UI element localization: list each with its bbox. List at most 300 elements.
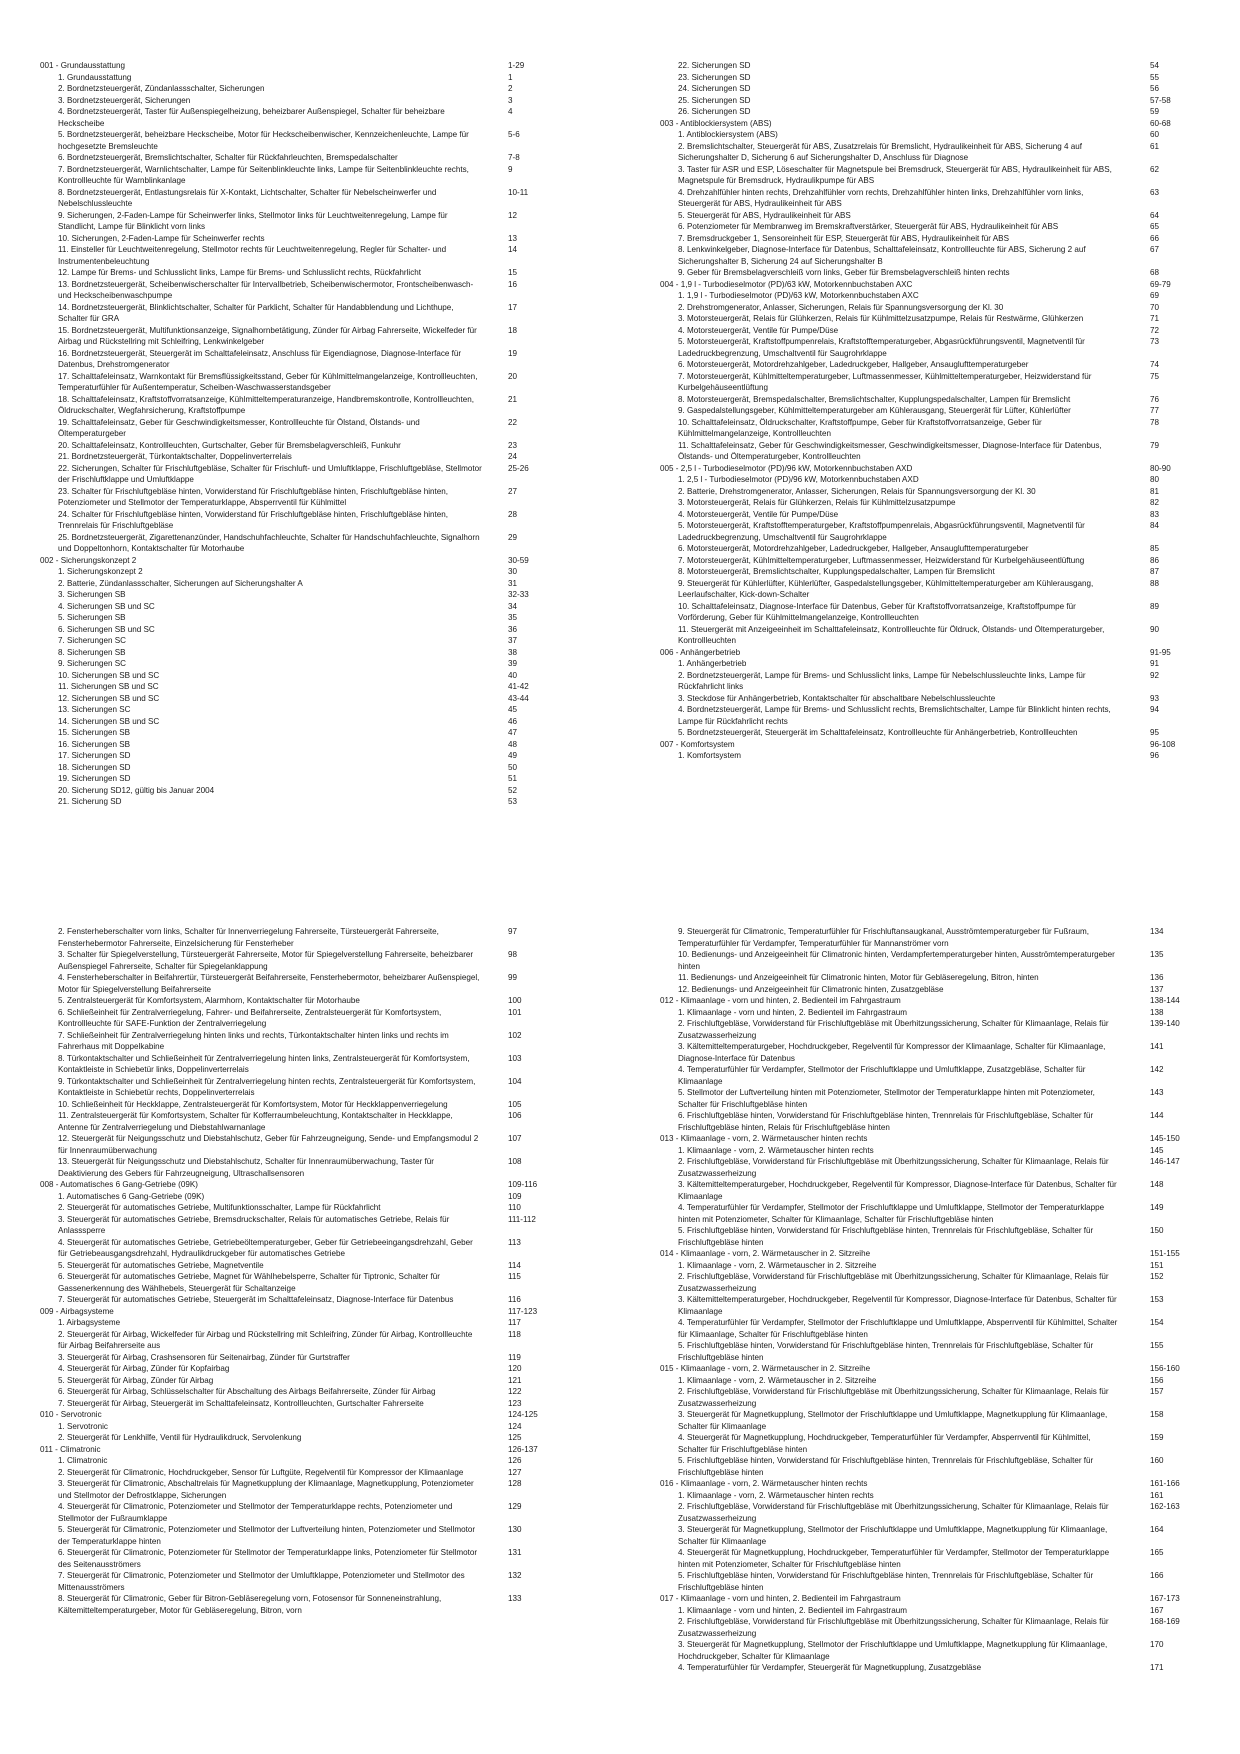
page-number: 124-125 [508, 1410, 538, 1419]
page-number: 62 [1150, 164, 1160, 174]
toc-entry [660, 1524, 1196, 1547]
page-number: 149 [1150, 1203, 1164, 1212]
entry-title: 9. Sicherungen SC [58, 659, 126, 668]
entry-title: 20. Schalttafeleinsatz, Kontrollleuchten, Gurtschalter, Geber für Bremsbelagverschleiß, Funkuhr [58, 440, 401, 450]
entry-title: 4. Steuergerät für automatisches Getriebe, Getriebeöltemperaturgeber, Geber für Getriebeeingangsdrehzahl, Geber für Getriebeausgangsdrehzahl, Hydraulikdruckgeber für automatisches Getriebe [58, 1237, 473, 1258]
page-number: 132 [508, 1571, 522, 1580]
entry-title: 5. Frischluftgebläse hinten, Vorwiderstand für Frischluftgebläse hinten, Trennrelais für Frischluftgebläse, Schalter für Frischluftgebläse hinten [678, 1341, 1094, 1362]
toc-entry [660, 972, 1196, 984]
entry-title: 3. Steuergerät für Climatronic, Abschaltrelais für Magnetkupplung der Klimaanlage, Magnetkupplung, Potenziometer und Stellmotor der Defrostklappe, Sicherungen [58, 1479, 474, 1500]
page-number: 108 [508, 1157, 522, 1166]
page-number: 82 [1150, 498, 1160, 507]
page-number: 170 [1150, 1640, 1164, 1649]
toc-entry [40, 1294, 560, 1306]
page-number: 60-68 [1150, 118, 1171, 128]
entry-title: 2. Drehstromgenerator, Anlasser, Sicherungen, Relais für Spannungsversorgung der Kl. 30 [678, 302, 1004, 312]
page-number: 94 [1150, 705, 1160, 714]
toc-entry [660, 95, 1196, 107]
entry-title: 13. Steuergerät für Neigungsschutz und Diebstahlschutz, Schalter für Innenraumüberwachung, Taster für Deaktivierung des Gebers für Fahrzeugneigung, Ultraschallsensoren [58, 1157, 434, 1178]
entry-title: 2. Steuergerät für Lenkhilfe, Ventil für Hydraulikdruck, Servolenkung [58, 1433, 302, 1442]
toc-entry [40, 106, 560, 129]
page-number: 99 [508, 973, 518, 982]
page-number: 103 [508, 1053, 522, 1063]
entry-title: 2. Fensterheberschalter vorn links, Schalter für Innenverriegelung Fahrerseite, Türsteuergerät Fahrerseite, Fensterhebermotor Fahrerseite, Einzelsicherung für Fensterheber [58, 927, 439, 948]
page-number: 109-116 [508, 1180, 538, 1189]
entry-title: 10. Bedienungs- und Anzeigeeinheit für Climatronic hinten, Verdampfertemperaturgeber hinten, Ausströmtemperaturgeber hinten [678, 950, 1115, 971]
page-number: 2 [508, 84, 513, 93]
toc-entry [660, 359, 1196, 371]
toc-entry [660, 984, 1196, 996]
page-number: 105 [508, 1099, 522, 1109]
entry-title: 10. Schließeinheit für Heckklappe, Zentralsteuergerät für Komfortsystem, Motor für Heckklappenverriegelung [58, 1099, 448, 1109]
page-number: 27 [508, 486, 518, 496]
page-number: 119 [508, 1352, 521, 1362]
entry-title: 9. Türkontaktschalter und Schließeinheit für Zentralverriegelung hinten rechts, Zentralsteuergerät für Komfortsystem, Kontaktleiste in Schiebetür rechts, Doppelinverterrelais [58, 1076, 476, 1097]
toc-entry [40, 704, 560, 716]
toc-entry [40, 486, 560, 509]
entry-title: 6. Potenziometer für Membranweg im Bremskraftverstärker, Steuergerät für ABS, Hydraulikeinheit für ABS [678, 222, 1059, 231]
toc-entry [660, 1409, 1196, 1432]
toc-entry [660, 313, 1196, 325]
page-number: 146-147 [1150, 1157, 1180, 1166]
page-number: 68 [1150, 268, 1160, 277]
toc-entry [40, 244, 560, 267]
page-number: 164 [1150, 1525, 1164, 1534]
page-number: 65 [1150, 222, 1160, 231]
page-number: 152 [1150, 1272, 1164, 1281]
toc-entry [660, 1501, 1196, 1524]
entry-title: 10. Schalttafeleinsatz, Öldruckschalter, Kraftstoffpumpe, Geber für Kraftstoffvorratsanzeige, Geber für Kühlmittelmangelanzeige, Kontrollleuchten [678, 417, 1042, 438]
toc-entry [660, 1662, 1196, 1674]
page-number: 92 [1150, 670, 1160, 680]
entry-title: 5. Steuergerät für automatisches Getriebe, Magnetventile [58, 1260, 264, 1270]
toc-column-bottom-right [660, 926, 1196, 1674]
toc-entry [660, 578, 1196, 601]
entry-title: 1. Klimaanlage - vorn und hinten, 2. Bedienteil im Fahrgastraum [678, 1007, 907, 1017]
entry-title: 1. 2,5 l - Turbodieselmotor (PD)/96 kW, Motorkennbuchstaben AXD [678, 475, 919, 484]
page-number: 85 [1150, 544, 1160, 553]
toc-entry [40, 1386, 560, 1398]
section-title: 001 - Grundausstattung [40, 61, 126, 70]
entry-title: 7. Sicherungen SC [58, 636, 126, 645]
entry-title: 11. Einsteller für Leuchtweitenregelung, Stellmotor rechts für Leuchtweitenregelung, Regler für Schalter- und Instrumentenbeleuchtung [58, 245, 447, 266]
toc-entry [40, 1524, 560, 1547]
page-number: 31 [508, 578, 518, 588]
toc-entry [40, 394, 560, 417]
toc-entry [40, 1133, 560, 1156]
toc-entry [40, 972, 560, 995]
toc-entry [660, 187, 1196, 210]
entry-title: 13. Bordnetzsteuergerät, Scheibenwischerschalter für Intervallbetrieb, Scheibenwischermotor, Frontscheibenwasch- und Heckscheibenwaschpumpe [58, 279, 474, 300]
page-number: 60 [1150, 130, 1160, 139]
page-number: 101 [508, 1007, 522, 1017]
entry-title: 10. Schalttafeleinsatz, Diagnose-Interface für Datenbus, Geber für Kraftstoffvorratsanzeige, Kraftstoffpumpe für Vorförderung, Geber für Kühlmittelmangelanzeige, Kontrollleuchten [678, 601, 1076, 622]
toc-entry [660, 244, 1196, 267]
section-title: 007 - Komfortsystem [660, 739, 735, 749]
entry-title: 5. Steuergerät für ABS, Hydraulikeinheit für ABS [678, 210, 851, 220]
entry-title: 1. Automatisches 6 Gang-Getriebe (09K) [58, 1191, 205, 1201]
page-number: 134 [1150, 927, 1164, 936]
toc-entry [660, 1041, 1196, 1064]
toc-section [660, 647, 1196, 659]
page-number: 56 [1150, 84, 1160, 93]
entry-title: 2. Bordnetzsteuergerät, Zündanlassschalter, Sicherungen [58, 84, 265, 93]
entry-title: 5. Motorsteuergerät, Kraftstoffpumpenrelais, Kraftstofftemperaturgeber, Abgasrückführungsventil, Magnetventil für Ladedruckbegrenzung, Umschaltventil für Saugrohrklappe [678, 337, 1085, 358]
entry-title: 5. Steuergerät für Climatronic, Potenziometer und Stellmotor der Luftverteilung hinten, Potenziometer und Stellmotor der Temperaturklappe hinten [58, 1525, 476, 1546]
toc-entry [660, 601, 1196, 624]
toc-entry [660, 1639, 1196, 1662]
toc-entry [660, 497, 1196, 509]
entry-title: 3. Sicherungen SB [58, 590, 126, 599]
section-title: 004 - 1,9 l - Turbodieselmotor (PD)/63 kW, Motorkennbuchstaben AXC [660, 279, 913, 289]
toc-column-top-left [40, 60, 560, 808]
toc-entry [40, 463, 560, 486]
toc-entry [660, 141, 1196, 164]
toc-entry [40, 72, 560, 84]
entry-title: 26. Sicherungen SD [678, 107, 751, 116]
entry-title: 2. Steuergerät für Climatronic, Hochdruckgeber, Sensor für Luftgüte, Regelventil für Kompressor der Klimaanlage [58, 1467, 464, 1477]
entry-title: 5. Motorsteuergerät, Kraftstofftemperaturgeber, Kraftstoffpumpenrelais, Abgasrückführungsventil, Magnetventil für Ladedruckbegrenzung, Umschaltventil für Saugrohrklappe [678, 521, 1085, 542]
toc-entry [40, 949, 560, 972]
entry-title: 24. Schalter für Frischluftgebläse hinten, Vorwiderstand für Frischluftgebläse hinten, Frischluftgebläse hinten, Trennrelais für Frischluftgebläse [58, 509, 449, 530]
entry-title: 15. Sicherungen SB [58, 728, 130, 737]
page-number: 70 [1150, 302, 1160, 312]
toc-entry [660, 394, 1196, 406]
entry-title: 11. Steuergerät mit Anzeigeeinheit im Schalttafeleinsatz, Kontrollleuchte für Öldruck, Ölstands- und Öltemperaturgeber, Kontrollleuchten [678, 624, 1105, 645]
page-number: 121 [508, 1375, 522, 1385]
toc-section [660, 1133, 1196, 1145]
toc-entry [40, 658, 560, 670]
entry-title: 12. Steuergerät für Neigungsschutz und Diebstahlschutz, Geber für Fahrzeugneigung, Sende- und Empfangsmodul 2 für Innenraumüberwachung [58, 1134, 479, 1155]
toc-entry [660, 233, 1196, 245]
page-number: 9 [508, 164, 513, 174]
toc-entry [40, 1501, 560, 1524]
page-number: 49 [508, 751, 518, 760]
entry-title: 1. Klimaanlage - vorn und hinten, 2. Bedienteil im Fahrgastraum [678, 1605, 907, 1615]
entry-title: 1. Antiblockiersystem (ABS) [678, 130, 778, 139]
toc-entry [40, 279, 560, 302]
entry-title: 4. Steuergerät für Magnetkupplung, Hochdruckgeber, Temperaturfühler für Verdampfer, Stellmotor der Temperaturklappe hinten mit Potenziometer, Schalter für Frischluftgebläse hinten [678, 1548, 1110, 1569]
toc-entry [40, 1030, 560, 1053]
toc-entry [40, 1260, 560, 1272]
section-title: 014 - Klimaanlage - vorn, 2. Wärmetauscher in 2. Sitzreihe [660, 1249, 871, 1258]
page-number: 95 [1150, 728, 1160, 737]
toc-entry [660, 949, 1196, 972]
page-number: 25-26 [508, 463, 529, 473]
page-number: 114 [508, 1260, 521, 1270]
toc-entry [660, 486, 1196, 498]
entry-title: 1. Klimaanlage - vorn, 2. Wärmetauscher in 2. Sitzreihe [678, 1260, 877, 1270]
entry-title: 3. Kältemitteltemperaturgeber, Hochdruckgeber, Regelventil für Kompressor der Klimaanlage, Schalter für Klimaanlage, Diagnose-Interface für Datenbus [678, 1042, 1106, 1063]
page-number: 159 [1150, 1433, 1164, 1442]
entry-title: 2. Batterie, Zündanlassschalter, Sicherungen auf Sicherungshalter A [58, 578, 303, 588]
entry-title: 6. Bordnetzsteuergerät, Bremslichtschalter, Schalter für Rückfahrleuchten, Bremspedalschalter [58, 153, 398, 162]
page-number: 151-155 [1150, 1249, 1180, 1258]
entry-title: 3. Steuergerät für Magnetkupplung, Stellmotor der Frischluftklappe und Umluftklappe, Magnetkupplung für Klimaanlage, Schalter für Klimaanlage [678, 1525, 1108, 1546]
entry-title: 3. Schalter für Spiegelverstellung, Türsteuergerät Fahrerseite, Motor für Spiegelverstellung Fahrerseite, beheizbarer Außenspiegel Fahrerseite, Schalter für Spiegelanklappung [58, 950, 474, 971]
page-number: 80-90 [1150, 463, 1171, 473]
toc-section [40, 60, 560, 72]
page-number: 67 [1150, 245, 1160, 254]
entry-title: 18. Schalttafeleinsatz, Kraftstoffvorratsanzeige, Kühlmitteltemperaturanzeige, Handbremskontrolle, Kontrollleuchten, Öldruckschalter, Wegfahrsicherung, Kraftstoffpumpe [58, 394, 475, 415]
page-number: 155 [1150, 1341, 1164, 1350]
page-number: 57-58 [1150, 95, 1171, 105]
toc-section [660, 995, 1196, 1007]
page-number: 127 [508, 1467, 522, 1477]
page-number: 117 [508, 1318, 521, 1327]
entry-title: 11. Bedienungs- und Anzeigeeinheit für Climatronic hinten, Motor für Gebläseregelung, Bitron, hinten [678, 973, 1039, 982]
page-number: 148 [1150, 1180, 1164, 1189]
page-number: 72 [1150, 325, 1160, 335]
entry-title: 22. Sicherungen, Schalter für Frischluftgebläse, Schalter für Frischluft- und Umluftklappe, Frischluftgebläse, Stellmotor der Frischluftklappe und Umluftklappe [58, 463, 482, 484]
page-number: 34 [508, 601, 518, 611]
page-number: 161-166 [1150, 1479, 1180, 1488]
section-title: 002 - Sicherungskonzept 2 [40, 555, 137, 565]
page-number: 123 [508, 1398, 522, 1408]
page-number: 126 [508, 1456, 522, 1465]
toc-entry [40, 670, 560, 682]
toc-entry [660, 1490, 1196, 1502]
toc-entry [40, 1467, 560, 1479]
page-number: 98 [508, 950, 518, 959]
toc-entry [660, 1202, 1196, 1225]
entry-title: 9. Steuergerät für Climatronic, Temperaturfühler für Frischluftansaugkanal, Ausströmtemperaturgeber für Fußraum, Temperaturfühler für Verdampfer, Temperaturfühler für Mannanströmer vorn [678, 927, 1090, 948]
page-number: 160 [1150, 1456, 1164, 1465]
toc-entry [40, 1432, 560, 1444]
toc-entry [660, 1570, 1196, 1593]
entry-title: 7. Steuergerät für Airbag, Steuergerät im Schalttafeleinsatz, Kontrollleuchten, Gurtschalter Fahrerseite [58, 1398, 424, 1408]
entry-title: 7. Steuergerät für Climatronic, Potenziometer und Stellmotor der Umluftklappe, Potenziometer und Stellmotor des Mittenausströmers [58, 1571, 465, 1592]
entry-title: 7. Steuergerät für automatisches Getriebe, Steuergerät im Schalttafeleinsatz, Diagnose-Interface für Datenbus [58, 1295, 454, 1304]
page-number: 109 [508, 1191, 522, 1201]
entry-title: 4. Motorsteuergerät, Ventile für Pumpe/Düse [678, 325, 839, 335]
entry-title: 13. Sicherungen SC [58, 705, 131, 714]
page-number: 161 [1150, 1490, 1164, 1500]
entry-title: 18. Sicherungen SD [58, 762, 131, 772]
page-number: 133 [508, 1594, 522, 1603]
entry-title: 2. Bordnetzsteuergerät, Lampe für Brems- und Schlusslicht links, Lampe für Nebelschlussleuchte links, Lampe für Rückfahrlicht links [678, 670, 1086, 691]
entry-title: 4. Bordnetzsteuergerät, Lampe für Brems- und Schlusslicht rechts, Bremslichtschalter, Lampe für Blinklicht hinten rechts, Lampe für Rückfahrlicht rechts [678, 705, 1111, 726]
toc-entry [660, 624, 1196, 647]
entry-title: 2. Steuergerät für automatisches Getriebe, Multifunktionsschalter, Lampe für Rückfahrlicht [58, 1203, 381, 1212]
page-number: 129 [508, 1502, 522, 1511]
page-number: 145 [1150, 1145, 1164, 1155]
entry-title: 17. Schalttafeleinsatz, Warnkontakt für Bremsflüssigkeitsstand, Geber für Kühlmittelmangelanzeige, Kontrollleuchten, Temperaturfühler für Außentemperatur, Scheiben-Waschwasserstandsgeber [58, 371, 478, 392]
page-number: 47 [508, 728, 518, 737]
toc-entry [660, 1087, 1196, 1110]
page-number: 29 [508, 532, 518, 542]
toc-entry [660, 1375, 1196, 1387]
page-number: 106 [508, 1111, 522, 1120]
entry-title: 2. Frischluftgebläse, Vorwiderstand für Frischluftgebläse mit Überhitzungssicherung, Schalter für Klimaanlage, Relais für Zusatzwasserheizung [678, 1272, 1109, 1293]
entry-title: 6. Steuergerät für Airbag, Schlüsselschalter für Abschaltung des Airbags Beifahrerseite, Zünder für Airbag [58, 1387, 436, 1396]
page-number: 86 [1150, 555, 1160, 565]
page-number: 71 [1150, 314, 1160, 323]
toc-entry [40, 1375, 560, 1387]
entry-title: 9. Gaspedalstellungsgeber, Kühlmitteltemperaturgeber am Kühlerausgang, Steuergerät für Lüfter, Kühlerlüfter [678, 406, 1071, 415]
entry-title: 2. Frischluftgebläse, Vorwiderstand für Frischluftgebläse mit Überhitzungssicherung, Schalter für Klimaanlage, Relais für Zusatzwasserheizung [678, 1019, 1109, 1040]
entry-title: 3. Steuergerät für Magnetkupplung, Stellmotor der Frischluftklappe und Umluftklappe, Magnetkupplung für Klimaanlage, Schalter für Klimaanlage [678, 1410, 1108, 1431]
page-number: 156-160 [1150, 1364, 1180, 1373]
toc-section [660, 739, 1196, 751]
page-number: 51 [508, 774, 518, 783]
entry-title: 5. Bordnetzsteuergerät, beheizbare Heckscheibe, Motor für Heckscheibenwischer, Kennzeichenleuchte, Lampe für hochgesetzte Bremsleuchte [58, 130, 469, 151]
toc-entry [660, 83, 1196, 95]
toc-entry [660, 1455, 1196, 1478]
entry-title: 1. Anhängerbetrieb [678, 659, 747, 668]
page-number: 32-33 [508, 590, 529, 599]
toc-entry [660, 509, 1196, 521]
page-number: 79 [1150, 440, 1160, 450]
page-number: 168-169 [1150, 1617, 1180, 1626]
toc-entry [660, 926, 1196, 949]
page-number: 59 [1150, 107, 1160, 116]
toc-entry [40, 773, 560, 785]
page-number: 17 [508, 302, 518, 312]
page-number: 4 [508, 107, 513, 116]
toc-entry [40, 601, 560, 613]
entry-title: 1. Servotronic [58, 1421, 108, 1431]
toc-entry [40, 762, 560, 774]
toc-entry [40, 1398, 560, 1410]
page-number: 144 [1150, 1111, 1164, 1120]
entry-title: 3. Motorsteuergerät, Relais für Glühkerzen, Relais für Kühlmittelzusatzpumpe [678, 498, 956, 507]
page-number: 141 [1150, 1042, 1164, 1051]
toc-entry [660, 670, 1196, 693]
section-title: 012 - Klimaanlage - vorn und hinten, 2. Bedienteil im Fahrgastraum [660, 996, 901, 1005]
entry-title: 3. Taster für ASR und ESP, Löseschalter für Magnetspule bei Bremsdruck, Steuergerät für ABS, Hydraulikeinheit für ABS, Magnetspule für Bremsdruck, Hydraulikpumpe für ABS [678, 164, 1112, 185]
page-number: 73 [1150, 337, 1160, 346]
toc-entry [660, 221, 1196, 233]
entry-title: 4. Steuergerät für Airbag, Zünder für Kopfairbag [58, 1364, 230, 1373]
toc-entry [660, 440, 1196, 463]
page-number: 118 [508, 1329, 521, 1339]
page-number: 156 [1150, 1375, 1164, 1385]
toc-entry [660, 1386, 1196, 1409]
entry-title: 8. Türkontaktschalter und Schließeinheit für Zentralverriegelung hinten links, Zentralsteuergerät für Komfortsystem, Kontaktleiste in Schiebetür links, Doppelinverterrelais [58, 1053, 470, 1074]
entry-title: 5. Steuergerät für Airbag, Zünder für Airbag [58, 1375, 214, 1385]
page-number: 93 [1150, 693, 1160, 703]
entry-title: 10. Sicherungen SB und SC [58, 670, 160, 680]
page-number: 113 [508, 1237, 521, 1247]
page-number: 107 [508, 1134, 522, 1143]
page-number: 12 [508, 210, 518, 220]
toc-entry [660, 371, 1196, 394]
section-title: 008 - Automatisches 6 Gang-Getriebe (09K) [40, 1180, 198, 1189]
entry-title: 1. Klimaanlage - vorn, 2. Wärmetauscher hinten rechts [678, 1490, 874, 1500]
toc-entry [40, 578, 560, 590]
toc-entry [660, 1616, 1196, 1639]
toc-entry [40, 187, 560, 210]
page-number: 104 [508, 1076, 522, 1086]
entry-title: 21. Sicherung SD [58, 797, 122, 806]
page-number: 97 [508, 927, 518, 936]
toc-entry [40, 164, 560, 187]
entry-title: 6. Schließeinheit für Zentralverriegelung, Fahrer- und Beifahrerseite, Zentralsteuergerät für Komfortsystem, Kontrollleuchte für SAFE-Funktion der Zentralverriegelung [58, 1007, 442, 1028]
page-number: 66 [1150, 233, 1160, 243]
toc-entry [660, 1340, 1196, 1363]
entry-title: 5. Sicherungen SB [58, 613, 126, 622]
section-title: 010 - Servotronic [40, 1410, 102, 1419]
page-number: 10-11 [508, 187, 529, 197]
page-number: 45 [508, 705, 518, 714]
page-number: 63 [1150, 187, 1160, 197]
page-number: 136 [1150, 973, 1164, 982]
page-number: 116 [508, 1295, 521, 1304]
toc-entry [40, 995, 560, 1007]
toc-entry [660, 1225, 1196, 1248]
toc-entry [40, 566, 560, 578]
entry-title: 7. Motorsteuergerät, Kühlmitteltemperaturgeber, Luftmassenmesser, Kühlmitteltemperaturgeber, Heizwiderstand für Kurbelgehäuseentlüftung [678, 371, 1092, 392]
entry-title: 21. Bordnetzsteuergerät, Türkontaktschalter, Doppelinverterrelais [58, 452, 292, 461]
toc-entry [40, 1099, 560, 1111]
entry-title: 5. Frischluftgebläse hinten, Vorwiderstand für Frischluftgebläse hinten, Trennrelais für Frischluftgebläse, Schalter für Frischluftgebläse hinten [678, 1226, 1094, 1247]
page-number: 7-8 [508, 153, 520, 162]
page-number: 30-59 [508, 555, 529, 565]
entry-title: 10. Sicherungen, 2-Faden-Lampe für Scheinwerfer rechts [58, 233, 265, 243]
toc-entry [660, 267, 1196, 279]
toc-entry [660, 658, 1196, 670]
page-number: 14 [508, 245, 518, 254]
entry-title: 4. Drehzahlfühler hinten rechts, Drehzahlfühler vorn rechts, Drehzahlfühler hinten links, Drehzahlfühler vorn links, Steuergerät für ABS, Hydraulikeinheit für ABS [678, 187, 1084, 208]
toc-entry [40, 612, 560, 624]
page-number: 145-150 [1150, 1134, 1180, 1143]
toc-entry [660, 405, 1196, 417]
page-number: 41-42 [508, 682, 529, 691]
page-number: 139-140 [1150, 1019, 1180, 1028]
toc-entry [40, 1547, 560, 1570]
entry-title: 4. Temperaturfühler für Verdampfer, Stellmotor der Frischluftklappe und Umluftklappe, Stellmotor der Temperaturklappe hinten mit Potenziometer, Schalter für Klimaanlage, Schalter für Frischluftgebläse hinten [678, 1203, 1105, 1224]
toc-entry [40, 302, 560, 325]
page-number: 143 [1150, 1088, 1164, 1097]
entry-title: 4. Fensterheberschalter in Beifahrertür, Türsteuergerät Beifahrerseite, Fensterhebermotor, beheizbarer Außenspiegel, Motor für Spiegelverstellung Beifahrerseite [58, 973, 480, 994]
toc-entry [40, 1271, 560, 1294]
toc-section [660, 1363, 1196, 1375]
entry-title: 7. Schließeinheit für Zentralverriegelung hinten links und rechts, Türkontaktschalter hinten links und rechts im Fahrerhaus mit Doppelkabine [58, 1030, 449, 1051]
entry-title: 9. Sicherungen, 2-Faden-Lampe für Scheinwerfer links, Stellmotor links für Leuchtweitenregelung, Lampe für Standlicht, Lampe für Blinklicht vorn links [58, 210, 448, 231]
toc-entry [40, 926, 560, 949]
page-number: 130 [508, 1525, 522, 1534]
entry-title: 12. Bedienungs- und Anzeigeeinheit für Climatronic hinten, Zusatzgebläse [678, 984, 944, 994]
entry-title: 1. Komfortsystem [678, 751, 741, 760]
entry-title: 6. Motorsteuergerät, Motordrehzahlgeber, Ladedruckgeber, Hallgeber, Ansauglufttemperaturgeber [678, 360, 1029, 369]
entry-title: 8. Lenkwinkelgeber, Diagnose-Interface für Datenbus, Schalttafeleinsatz, Kontrollleuchte für ABS, Sicherung 2 auf Sicherungshalter B, Sicherung 24 auf Sicherungshalter B [678, 245, 1086, 266]
toc-entry [660, 1271, 1196, 1294]
toc-entry [660, 727, 1196, 739]
page-number: 22 [508, 417, 518, 427]
page-number: 21 [508, 394, 518, 404]
page-number: 76 [1150, 394, 1160, 404]
page-number: 50 [508, 762, 518, 772]
entry-title: 2. Steuergerät für Airbag, Wickelfeder für Airbag und Rückstellring mit Schleifring, Zünder für Airbag, Kontrollleuchte für Airbag Beifahrerseite aus [58, 1329, 473, 1350]
page-number: 96-108 [1150, 739, 1176, 749]
toc-entry [40, 716, 560, 728]
entry-title: 5. Frischluftgebläse hinten, Vorwiderstand für Frischluftgebläse hinten, Trennrelais für Frischluftgebläse, Schalter für Frischluftgebläse hinten [678, 1571, 1094, 1592]
toc-entry [660, 474, 1196, 486]
toc-entry [40, 1007, 560, 1030]
page-number: 91 [1150, 659, 1160, 668]
page-number: 110 [508, 1203, 521, 1212]
entry-title: 19. Sicherungen SD [58, 774, 131, 783]
toc-entry [40, 796, 560, 808]
page-number: 135 [1150, 950, 1164, 959]
toc-entry [40, 233, 560, 245]
page-number: 166 [1150, 1571, 1164, 1580]
section-title: 005 - 2,5 l - Turbodieselmotor (PD)/96 kW, Motorkennbuchstaben AXD [660, 463, 913, 473]
page-number: 167-173 [1150, 1594, 1180, 1603]
section-title: 016 - Klimaanlage - vorn, 2. Wärmetauscher hinten rechts [660, 1479, 868, 1488]
entry-title: 8. Bordnetzsteuergerät, Entlastungsrelais für X-Kontakt, Lichtschalter, Schalter für Nebelscheinwerfer und Nebelschlussleuchte [58, 187, 437, 208]
